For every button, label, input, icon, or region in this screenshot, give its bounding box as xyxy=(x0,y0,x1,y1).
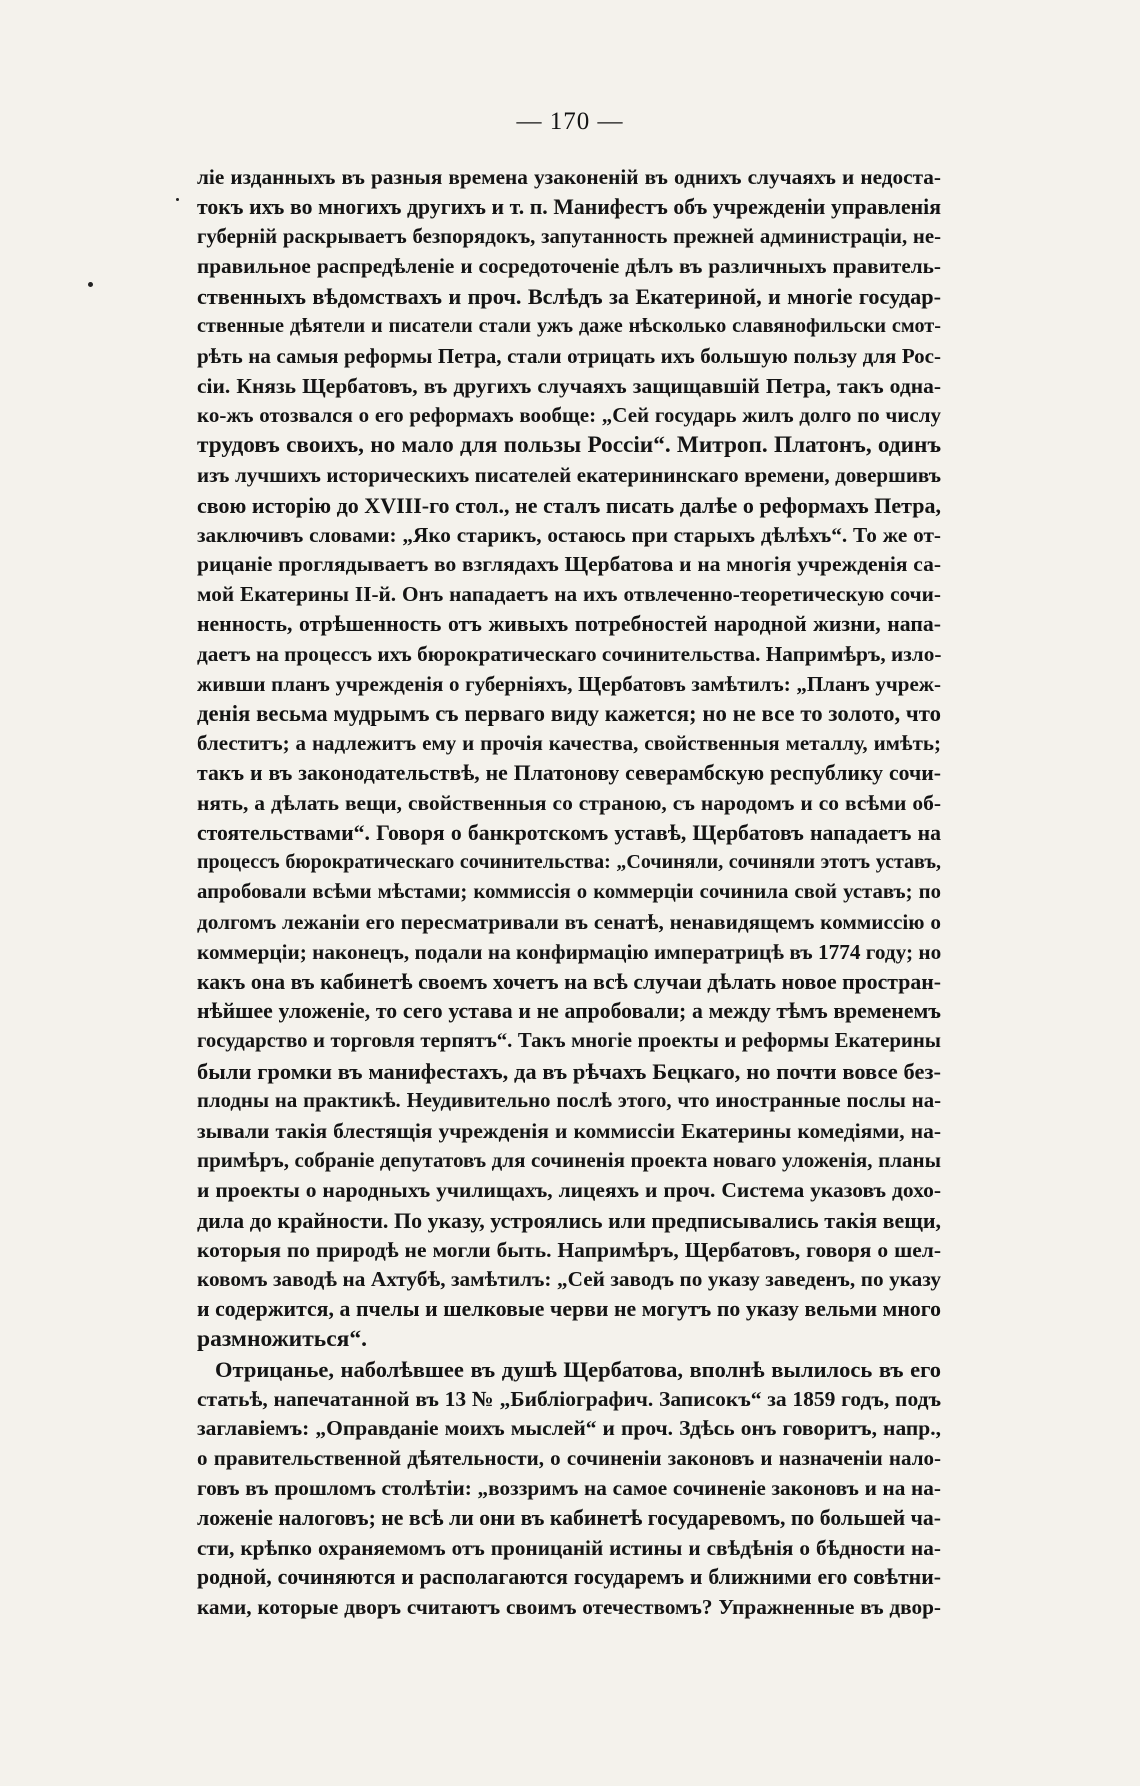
text-line: коммерціи; наконецъ, подали на конфирмацію императрицѣ въ 1774 году; но xyxy=(197,939,941,964)
text-line: изъ лучшихъ историческихъ писателей екатерининскаго времени, довершивъ xyxy=(197,462,941,487)
text-line: рѣть на самыя реформы Петра, стали отрицать ихъ большую пользу для Рос- xyxy=(197,343,941,368)
text-line: сіи. Князь Щербатовъ, въ другихъ случаяхъ защищавшій Петра, такъ одна- xyxy=(197,373,941,398)
text-line: ственные дѣятели и писатели стали ужъ даже нѣсколько славянофильски смот- xyxy=(197,314,941,337)
text-line: примѣръ, собраніе депутатовъ для сочиненія проекта новаго уложенія, планы xyxy=(197,1148,941,1173)
text-line: долгомъ лежаніи его пересматривали въ сенатѣ, ненавидящемъ коммиссію о xyxy=(197,909,941,934)
text-line: ненность, отрѣшенность отъ живыхъ потребностей народной жизни, напа- xyxy=(197,611,941,636)
text-line: сти, крѣпко охраняемомъ отъ проницаній истины и свѣдѣнія о бѣдности на- xyxy=(197,1535,941,1560)
text-line: ками, которые дворъ считаютъ своимъ отечествомъ? Упражненные въ двор- xyxy=(197,1595,941,1620)
text-line: ко-жъ отозвался о его реформахъ вообще: „Сей государь жилъ долго по числу xyxy=(197,403,941,428)
ink-speck xyxy=(88,282,93,287)
text-line: заключивъ словами: „Яко старикъ, остаюсь при старыхъ дѣлѣхъ“. То же от- xyxy=(197,522,941,547)
text-line: денія весьма мудрымъ съ перваго виду кажется; но не все то золото, что xyxy=(197,701,941,727)
text-line: губерній раскрываетъ безпорядокъ, запутанность прежней администраціи, не- xyxy=(197,225,941,248)
page-number: — 170 — xyxy=(516,108,624,135)
text-line: Отрицанье, наболѣвшее въ душѣ Щербатова, вполнѣ вылилось въ его xyxy=(215,1356,941,1382)
text-line: нять, а дѣлать вещи, свойственныя со страною, съ народомъ и со всѣми об- xyxy=(197,790,941,815)
body-text xyxy=(197,163,941,1623)
text-line: рицаніе проглядываетъ во взглядахъ Щербатова и на многія учрежденія са- xyxy=(197,552,941,577)
text-line: токъ ихъ во многихъ другихъ и т. п. Манифестъ объ учрежденіи управленія xyxy=(197,194,941,219)
text-line: зывали такія блестящія учрежденія и коммиссіи Екатерины комедіями, на- xyxy=(197,1118,941,1143)
text-line: статьѣ, напечатанной въ 13 № „Библіографич. Записокъ“ за 1859 годъ, подъ xyxy=(197,1386,941,1411)
text-line: свою исторію до XVIII-го стол., не сталъ писать далѣе о реформахъ Петра, xyxy=(197,492,941,518)
text-line: мой Екатерины II-й. Онъ нападаетъ на ихъ отвлеченно-теоретическую сочи- xyxy=(197,582,941,607)
text-line: говъ въ прошломъ столѣтіи: „воззримъ на самое сочиненіе законовъ и на на- xyxy=(197,1476,941,1501)
text-line: ственныхъ вѣдомствахъ и проч. Вслѣдъ за Екатериной, и многіе государ- xyxy=(197,284,941,310)
text-line: и проекты о народныхъ училищахъ, лицеяхъ и проч. Система указовъ дохо- xyxy=(197,1178,941,1203)
text-line: даетъ на процессъ ихъ бюрократическаго сочинительства. Напримѣръ, изло- xyxy=(197,641,941,666)
text-line: были громки въ манифестахъ, да въ рѣчахъ Бецкаго, но почти вовсе без- xyxy=(197,1058,941,1084)
text-line: государство и торговля терпятъ“. Такъ многіе проекты и реформы Екатерины xyxy=(197,1030,941,1053)
text-line: какъ она въ кабинетѣ своемъ хочетъ на всѣ случаи дѣлать новое простран- xyxy=(197,969,941,994)
ink-speck xyxy=(176,198,179,201)
text-line: апробовали всѣми мѣстами; коммиссія о коммерціи сочинила свой уставъ; по xyxy=(197,881,941,904)
text-line: размножиться“. xyxy=(197,1326,367,1353)
text-line: трудовъ своихъ, но мало для пользы Россіи“. Митроп. Платонъ, одинъ xyxy=(197,432,941,459)
text-line: дила до крайности. По указу, устроялись или предписывались такія вещи, xyxy=(197,1207,941,1233)
text-line: о правительственной дѣятельности, о сочиненіи законовъ и назначеніи нало- xyxy=(197,1446,941,1471)
text-line: которыя по природѣ не могли быть. Напримѣръ, Щербатовъ, говоря о шел- xyxy=(197,1237,941,1262)
text-line: ложеніе налоговъ; не всѣ ли они въ кабинетѣ государевомъ, по большей ча- xyxy=(197,1505,941,1530)
paragraph xyxy=(197,163,941,1355)
text-line: блеститъ; а надлежитъ ему и прочія качества, свойственныя металлу, имѣть; xyxy=(197,731,941,756)
text-line: стоятельствами“. Говоря о банкротскомъ уставѣ, Щербатовъ нападаетъ на xyxy=(197,820,941,845)
text-line: нѣйшее уложеніе, то сего устава и не апробовали; а между тѣмъ временемъ xyxy=(197,999,941,1024)
text-line: плодны на практикѣ. Неудивительно послѣ этого, что иностранные послы на- xyxy=(197,1089,941,1112)
paragraph xyxy=(197,1355,941,1623)
text-line: правильное распредѣленіе и сосредоточеніе дѣлъ въ различныхъ правитель- xyxy=(197,254,941,279)
text-line: заглавіемъ: „Оправданіе моихъ мыслей“ и проч. Здѣсь онъ говоритъ, напр., xyxy=(197,1416,941,1441)
text-line: такъ и въ законодательствѣ, не Платонову северамбскую республику сочи- xyxy=(197,760,941,785)
text-line: и содержится, а пчелы и шелковые черви не могутъ по указу вельми много xyxy=(197,1297,941,1322)
text-line: ліе изданныхъ въ разныя времена узаконеній въ однихъ случаяхъ и недоста- xyxy=(197,165,941,189)
text-line: родной, сочиняются и располагаются государемъ и ближними его совѣтни- xyxy=(197,1565,941,1590)
text-line: живши планъ учрежденія о губерніяхъ, Щербатовъ замѣтилъ: „Планъ учреж- xyxy=(197,671,941,696)
text-line: ковомъ заводѣ на Ахтубѣ, замѣтилъ: „Сей заводъ по указу заведенъ, по указу xyxy=(197,1267,941,1292)
text-line: процессъ бюрократическаго сочинительства: „Сочиняли, сочиняли этотъ уставъ, xyxy=(197,851,941,874)
